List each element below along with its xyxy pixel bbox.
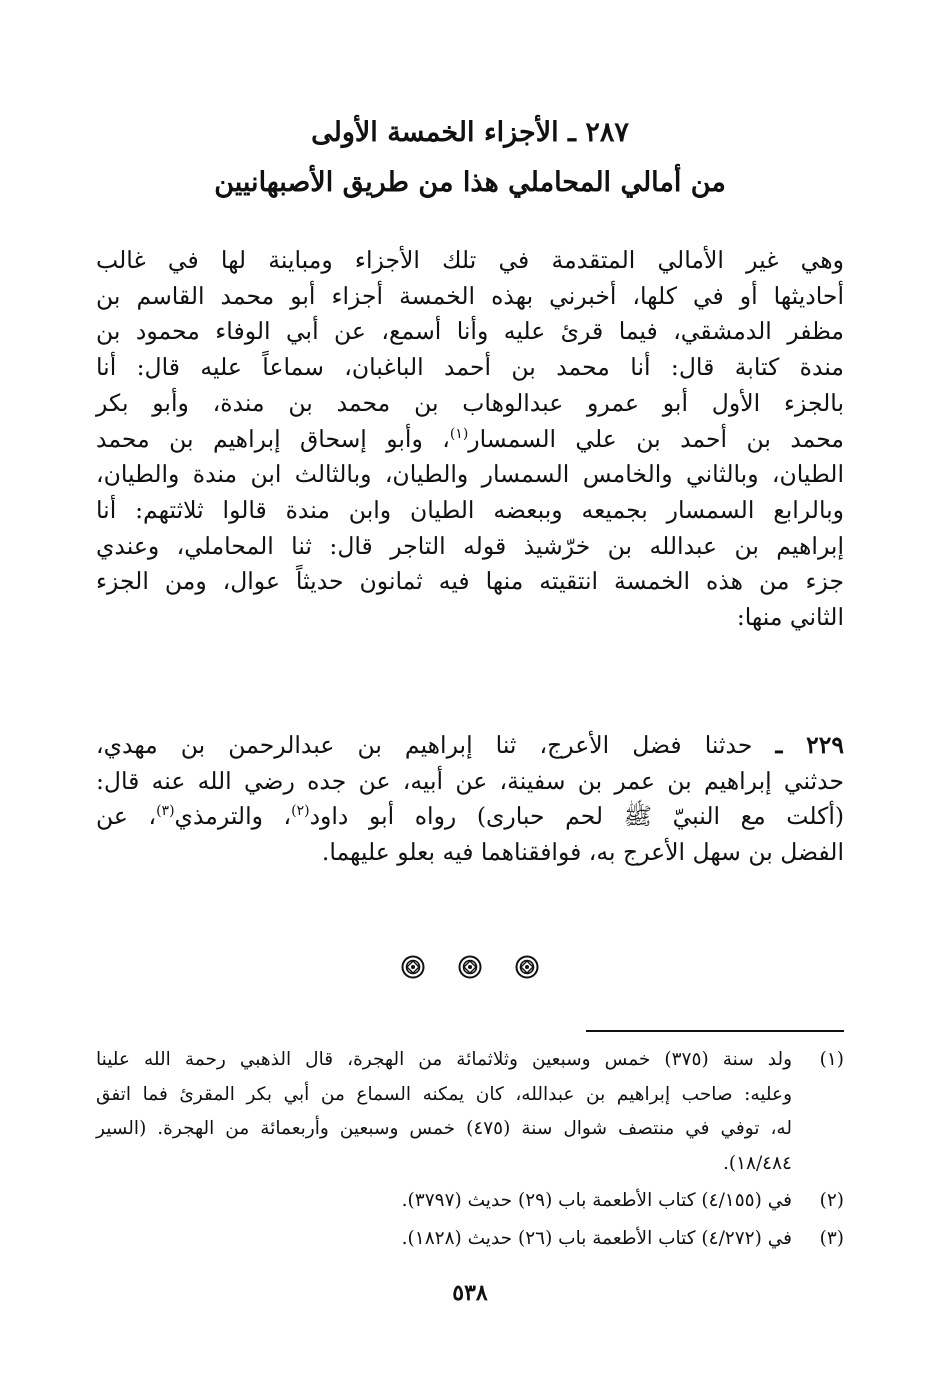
footnote-separator (586, 1030, 844, 1032)
hadith-line (96, 799, 844, 835)
hadith-line-segment: ، والترمذي (174, 802, 292, 831)
rosette-ornament-icon (515, 955, 539, 979)
hadith-line-segment: ، عن (96, 802, 157, 831)
hadith-number: ٢٢٩ ـ (775, 731, 844, 759)
body-line: وهي غير الأمالي المتقدمة في تلك الأجزاء ومباينة لها في غالب (96, 246, 844, 274)
footnote-1 (96, 1043, 844, 1181)
hadith-line-segment: (أكلت مع النبيّ ﷺ لحم حبارى) رواه أبو داود (309, 802, 845, 831)
footnote-3 (96, 1222, 844, 1257)
footnote-ref-1[interactable]: (١) (449, 425, 469, 442)
body-line: جزء من هذه الخمسة انتقيته منها فيه ثمانون حديثاً عوال، ومن الجزء (96, 567, 844, 596)
footnote-ref-2[interactable]: (٢) (291, 803, 310, 820)
page-number: ٥٣٨ (452, 1280, 488, 1306)
footnotes (96, 1043, 844, 1256)
body-line-segment: محمد بن أحمد بن علي السمسار (468, 424, 845, 453)
hadith-line-text: حدثنا فضل الأعرج، ثنا إبراهيم بن عبدالرحمن بن مهدي، (96, 731, 753, 759)
body-line: مظفر الدمشقي، فيما قرئ عليه وأنا أسمع، عن أبي الوفاء محمود بن (96, 317, 844, 346)
body-line: بالجزء الأول أبو عمرو عبدالوهاب بن محمد بن مندة، وأبو بكر (96, 388, 844, 417)
body-line: الثاني منها: (736, 603, 844, 632)
footnote-line: ولد سنة (٣٧٥) خمس وسبعين وثلاثمائة من الهجرة، قال الذهبي رحمة الله علينا (96, 1049, 793, 1070)
body-line (96, 422, 844, 458)
footnote-number: (١) (819, 1049, 844, 1070)
body-line: الطيان، وبالثاني والخامس السمسار والطيان، وبالثالث ابن مندة والطيان، (96, 460, 844, 489)
hadith-line (96, 728, 844, 764)
rosette-ornament-icon (401, 955, 425, 979)
heading-line-1: ٢٨٧ ـ الأجزاء الخمسة الأولى (311, 117, 629, 148)
footnote-line: وعليه: صاحب إبراهيم بن عبدالله، كان يمكنه السماع من أبي بكر المقرئ فما اتفق (96, 1083, 792, 1105)
footnote-line: ١٨/٤٨٤). (722, 1152, 792, 1174)
hadith-paragraph (96, 728, 844, 871)
rosette-ornament-icon (458, 955, 482, 979)
footnote-line: في (٤/٢٧٢) كتاب الأطعمة باب (٢٦) حديث (١٨٢٨). (401, 1227, 792, 1249)
body-line: وبالرابع السمسار بجميعه وببعضه الطيان وابن مندة قالوا ثلاثتهم: أنا (96, 495, 844, 524)
body-line: أحاديثها أو في كلها، أخبرني بهذه الخمسة أجزاء أبو محمد القاسم بن (96, 281, 844, 310)
footnote-2 (96, 1184, 844, 1219)
footnote-number: (٢) (819, 1190, 844, 1211)
body-line: مندة كتابة قال: أنا محمد بن أحمد الباغبان، سماعاً عليه قال: أنا (96, 353, 844, 382)
body-paragraph (96, 243, 844, 636)
footnote-line: له، توفي في منتصف شوال سنة (٤٧٥) خمس وسبعين وأربعمائة من الهجرة. (السير (96, 1118, 792, 1139)
section-heading (96, 108, 844, 208)
body-line-segment: ، وأبو إسحاق إبراهيم بن محمد (96, 424, 450, 453)
hadith-line: الفضل بن سهل الأعرج به، فوافقناهما فيه بعلو عليهما. (321, 838, 844, 867)
footnote-ref-3[interactable]: (٣) (156, 803, 175, 820)
book-page (96, 0, 844, 1385)
footnote-line: في (٤/١٥٥) كتاب الأطعمة باب (٢٩) حديث (٣٧٩٧). (401, 1190, 792, 1211)
section-ornaments (96, 955, 844, 979)
footnote-number: (٣) (819, 1227, 844, 1249)
body-line: إبراهيم بن عبدالله بن خرّشيذ قوله التاجر قال: ثنا المحاملي، وعندي (96, 531, 844, 560)
heading-line-2: من أمالي المحاملي هذا من طريق الأصبهانيين (214, 167, 726, 198)
hadith-line: حدثني إبراهيم بن عمر بن سفينة، عن أبيه، عن جده رضي الله عنه قال: (96, 766, 844, 795)
